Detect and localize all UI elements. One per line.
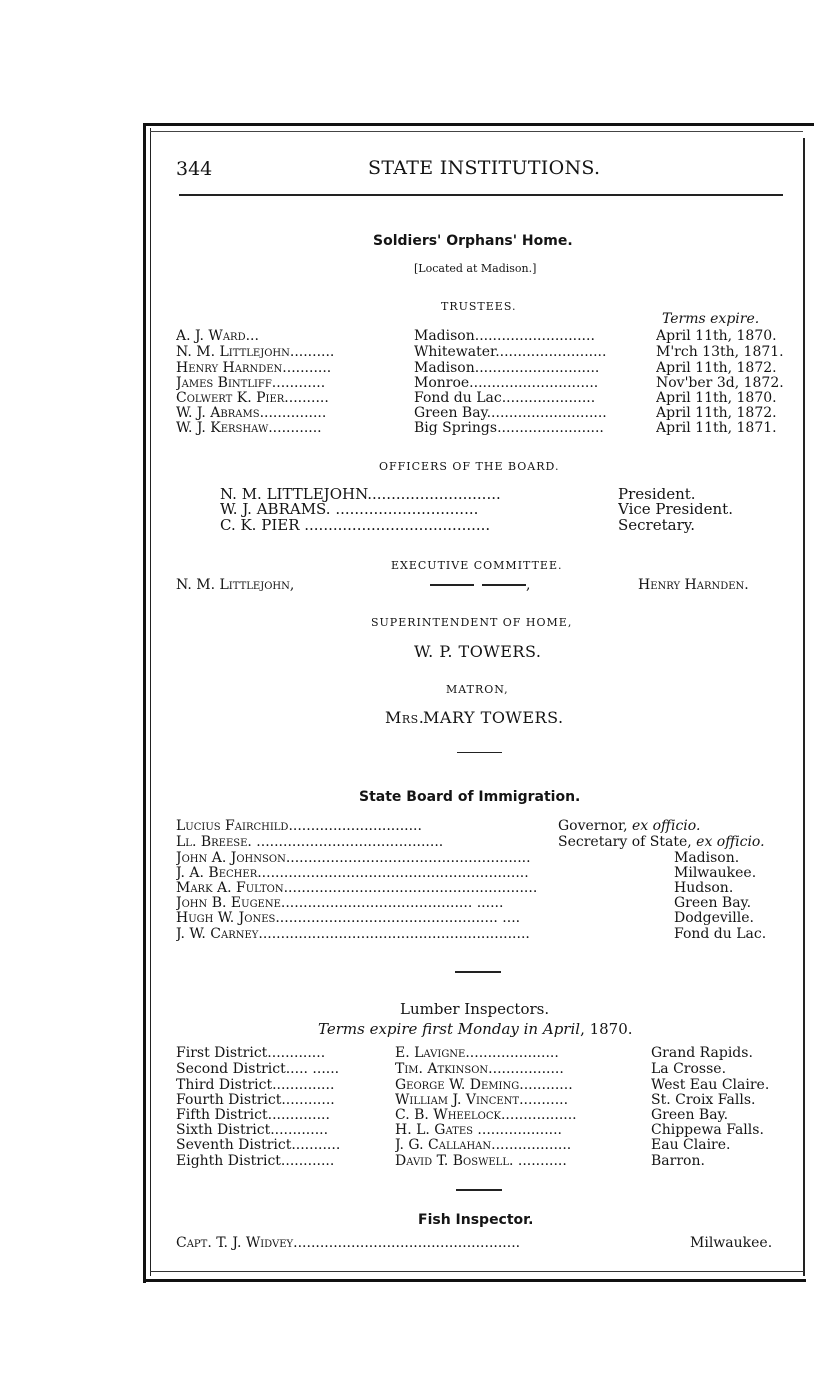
immigration-row <box>176 834 784 850</box>
district: Second District..... ...... <box>176 1061 340 1077</box>
trustee-name: Colwert K. Pier.......... <box>176 390 329 406</box>
section-title-immigration: State Board of Immigration. <box>359 789 581 805</box>
location-note: [Located at Madison.] <box>414 262 537 275</box>
page-number: 344 <box>176 158 213 180</box>
trustee-term: April 11th, 1872. <box>656 360 777 376</box>
officer-role: President. <box>618 486 696 502</box>
member-name: Mark A. Fulton......................................................... <box>176 880 538 896</box>
officer-role: Secretary. <box>618 517 695 533</box>
place: Barron. <box>651 1153 705 1169</box>
trustee-name: James Bintliff............ <box>176 375 326 391</box>
frame-border-bottom-inner <box>150 1271 804 1272</box>
header-rule <box>179 194 783 196</box>
trustee-row <box>176 328 784 344</box>
lumber-row <box>176 1122 784 1138</box>
member-name: John B. Eugene........................................... ...... <box>176 895 504 911</box>
trustee-row <box>176 420 784 436</box>
frame-border-bottom <box>143 1279 806 1282</box>
trustee-place: Monroe............................. <box>414 375 599 391</box>
district: Eighth District............ <box>176 1153 335 1169</box>
exec-blank-dash <box>482 584 526 586</box>
exec-blank-dash <box>430 584 474 586</box>
place: St. Croix Falls. <box>651 1092 756 1108</box>
trustee-term: April 11th, 1871. <box>656 420 777 436</box>
lumber-row <box>176 1061 784 1077</box>
officer-row <box>220 517 740 533</box>
trustee-name: W. J. Kershaw............ <box>176 420 322 436</box>
frame-border-top <box>143 123 814 126</box>
trustee-term: April 11th, 1870. <box>656 328 777 344</box>
trustee-term: April 11th, 1870. <box>656 390 777 406</box>
district: Fourth District............ <box>176 1092 335 1108</box>
inspector: J. G. Callahan.................. <box>395 1137 572 1153</box>
section-title-fish: Fish Inspector. <box>418 1212 534 1228</box>
lumber-row <box>176 1045 784 1061</box>
district: Third District.............. <box>176 1077 335 1093</box>
officer-name: N. M. LITTLEJOHN............................ <box>220 486 501 502</box>
lumber-terms-note <box>318 1020 633 1038</box>
trustee-name: Henry Harnden........... <box>176 360 332 376</box>
fish-row <box>176 1235 784 1251</box>
exec-member-right: Henry Harnden. <box>638 577 749 593</box>
superintendent-heading: SUPERINTENDENT OF HOME, <box>371 616 573 629</box>
district: Fifth District.............. <box>176 1107 330 1123</box>
member-place: Dodgeville. <box>674 910 754 926</box>
lumber-terms-italic: Terms expire first Monday in April <box>318 1020 581 1038</box>
inspector: H. L. Gates ................... <box>395 1122 562 1138</box>
terms-expire-header: Terms expire. <box>662 311 760 327</box>
inspector: C. B. Wheelock................. <box>395 1107 577 1123</box>
matron-name: MARY TOWERS. <box>423 708 564 727</box>
inspector: George W. Deming............ <box>395 1077 573 1093</box>
trustee-name: W. J. Abrams............... <box>176 405 327 421</box>
exec-blank-comma: , <box>526 577 531 593</box>
member-place: Fond du Lac. <box>674 926 767 942</box>
immigration-row <box>176 850 784 866</box>
lumber-row <box>176 1107 784 1123</box>
place: Grand Rapids. <box>651 1045 753 1061</box>
fish-inspector-place: Milwaukee. <box>690 1235 773 1251</box>
member-name: Lucius Fairchild.............................. <box>176 818 422 834</box>
trustee-row <box>176 405 784 421</box>
section-title-lumber: Lumber Inspectors. <box>400 1000 550 1018</box>
inspector: William J. Vincent........... <box>395 1092 569 1108</box>
trustee-row <box>176 390 784 406</box>
officer-name: C. K. PIER ....................................... <box>220 517 491 533</box>
trustee-row <box>176 360 784 376</box>
frame-border-left-inner <box>150 128 151 1276</box>
lumber-row <box>176 1077 784 1093</box>
member-place: Green Bay. <box>674 895 752 911</box>
executive-committee-heading: EXECUTIVE COMMITTEE. <box>391 559 563 572</box>
member-place: Hudson. <box>674 880 734 896</box>
frame-border-left <box>143 123 146 1283</box>
member-name: John A. Johnson....................................................... <box>176 850 531 866</box>
immigration-row <box>176 865 784 881</box>
section-divider <box>457 752 502 753</box>
officer-row <box>220 486 740 502</box>
lumber-terms-year: , 1870. <box>580 1020 633 1038</box>
running-head: STATE INSTITUTIONS. <box>368 157 601 179</box>
trustee-term: M'rch 13th, 1871. <box>656 344 784 360</box>
trustee-place: Whitewater......................... <box>414 344 607 360</box>
trustee-place: Big Springs........................ <box>414 420 604 436</box>
trustee-row <box>176 344 784 360</box>
place: La Crosse. <box>651 1061 727 1077</box>
trustee-place: Green Bay........................... <box>414 405 607 421</box>
trustee-place: Madison............................ <box>414 360 600 376</box>
inspector: Tim. Atkinson................. <box>395 1061 564 1077</box>
trustee-place: Fond du Lac..................... <box>414 390 596 406</box>
trustee-row <box>176 375 784 391</box>
officer-name: W. J. ABRAMS. .............................. <box>220 501 479 517</box>
inspector: David T. Boswell. ........... <box>395 1153 567 1169</box>
member-name: J. W. Carney............................................................. <box>176 926 530 942</box>
place: Green Bay. <box>651 1107 729 1123</box>
lumber-row <box>176 1153 784 1169</box>
member-name: Ll. Breese. .......................................... <box>176 834 444 850</box>
matron-prefix: Mrs. <box>385 708 425 727</box>
district: Sixth District............. <box>176 1122 329 1138</box>
trustee-name: N. M. Littlejohn.......... <box>176 344 335 360</box>
member-role: Secretary of State, <box>558 834 697 850</box>
district: Seventh District........... <box>176 1137 341 1153</box>
superintendent-name: W. P. TOWERS. <box>414 642 542 661</box>
member-role-italic: ex officio. <box>696 834 765 850</box>
member-role-italic: ex officio. <box>632 818 701 834</box>
immigration-row <box>176 880 784 896</box>
matron-heading: MATRON, <box>446 683 509 696</box>
lumber-row <box>176 1092 784 1108</box>
trustees-heading: TRUSTEES. <box>441 300 517 313</box>
immigration-row <box>176 910 784 926</box>
place: Chippewa Falls. <box>651 1122 764 1138</box>
exec-member-left: N. M. Littlejohn, <box>176 577 295 593</box>
section-divider <box>456 1189 502 1191</box>
inspector: E. Lavigne..................... <box>395 1045 559 1061</box>
member-role: Governor, <box>558 818 632 834</box>
fish-inspector-name: Capt. T. J. Widvey................................................... <box>176 1235 521 1251</box>
place: West Eau Claire. <box>651 1077 770 1093</box>
frame-border-right <box>803 138 805 1276</box>
trustee-place: Madison........................... <box>414 328 595 344</box>
immigration-row <box>176 895 784 911</box>
member-name: Hugh W. Jones.................................................. .... <box>176 910 521 926</box>
lumber-row <box>176 1137 784 1153</box>
officer-row <box>220 501 740 517</box>
member-place: Milwaukee. <box>674 865 757 881</box>
place: Eau Claire. <box>651 1137 731 1153</box>
section-divider <box>455 971 501 973</box>
trustee-term: April 11th, 1872. <box>656 405 777 421</box>
member-place: Madison. <box>674 850 740 866</box>
immigration-row <box>176 818 784 834</box>
member-name: J. A. Becher............................................................. <box>176 865 529 881</box>
frame-border-top-inner <box>150 131 803 132</box>
immigration-row <box>176 926 784 942</box>
officer-role: Vice President. <box>618 501 733 517</box>
trustee-term: Nov'ber 3d, 1872. <box>656 375 784 391</box>
officers-heading: OFFICERS OF THE BOARD. <box>379 460 560 473</box>
district: First District............. <box>176 1045 326 1061</box>
trustee-name: A. J. Ward... <box>176 328 259 344</box>
section-title-orphans-home: Soldiers' Orphans' Home. <box>373 233 573 249</box>
